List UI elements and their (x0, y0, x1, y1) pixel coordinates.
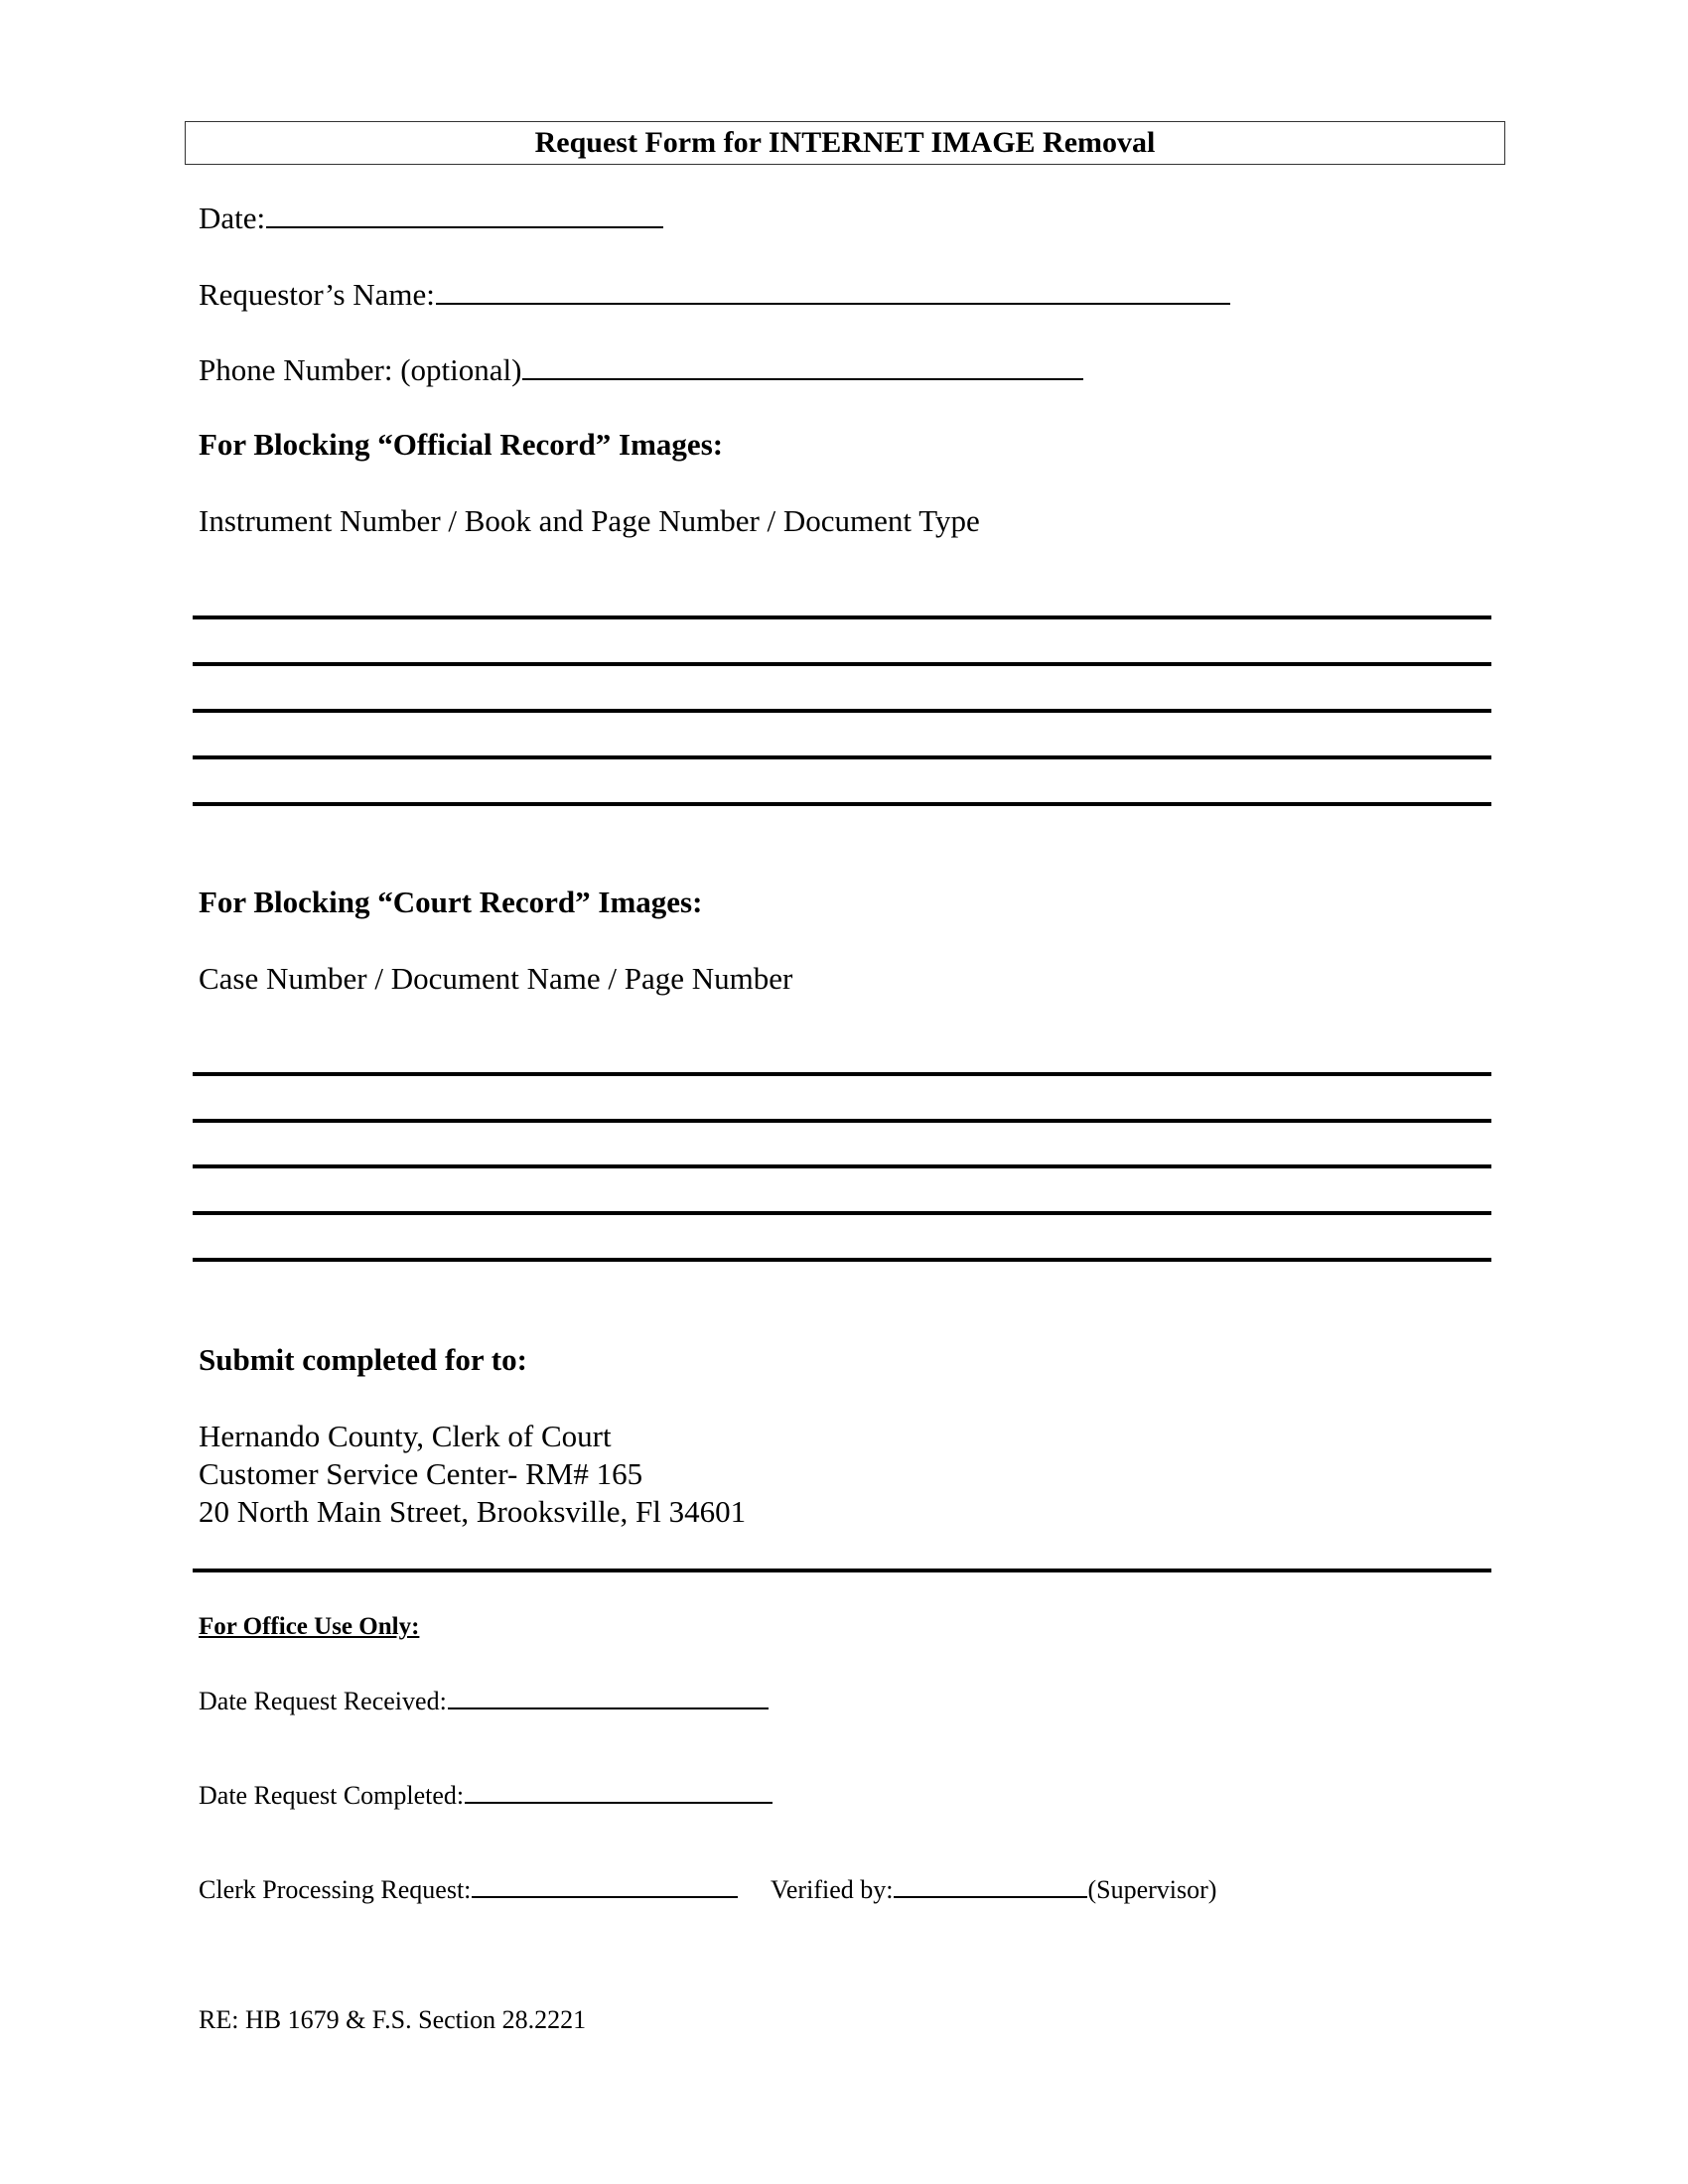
phone-number-input-line[interactable] (522, 350, 1083, 380)
phone-number-label: Phone Number: (optional) (199, 352, 522, 387)
requestor-name-input-line[interactable] (436, 275, 1230, 305)
date-label: Date: (199, 201, 266, 235)
clerk-processing-input-line[interactable] (472, 1872, 738, 1898)
date-completed-input-line[interactable] (465, 1778, 773, 1804)
official-record-instructions: Instrument Number / Book and Page Number / Document Type (199, 503, 980, 538)
official-record-entry-line[interactable] (193, 662, 1491, 666)
section-divider (193, 1569, 1491, 1572)
statute-reference: RE: HB 1679 & F.S. Section 28.2221 (199, 2005, 587, 2034)
court-record-entry-line[interactable] (193, 1072, 1491, 1076)
court-record-entry-line[interactable] (193, 1258, 1491, 1262)
official-record-heading: For Blocking “Official Record” Images: (199, 427, 724, 462)
date-input-line[interactable] (266, 199, 663, 228)
official-record-entry-line[interactable] (193, 615, 1491, 619)
clerk-processing-field (199, 1872, 738, 1905)
date-completed-label: Date Request Completed: (199, 1781, 465, 1810)
court-record-heading: For Blocking “Court Record” Images: (199, 885, 703, 919)
date-field (199, 199, 663, 236)
submit-address (199, 1418, 746, 1531)
verified-by-input-line[interactable] (894, 1872, 1087, 1898)
address-line: Hernando County, Clerk of Court (199, 1419, 612, 1453)
address-line: Customer Service Center- RM# 165 (199, 1456, 643, 1491)
court-record-entry-line[interactable] (193, 1211, 1491, 1215)
supervisor-suffix: (Supervisor) (1087, 1875, 1217, 1904)
address-line: 20 North Main Street, Brooksville, Fl 34601 (199, 1494, 747, 1529)
court-record-instructions: Case Number / Document Name / Page Number (199, 961, 793, 996)
official-record-entry-line[interactable] (193, 802, 1491, 806)
date-received-label: Date Request Received: (199, 1687, 447, 1715)
office-use-heading: For Office Use Only: (199, 1613, 420, 1640)
phone-number-field (199, 350, 1083, 388)
court-record-entry-line[interactable] (193, 1164, 1491, 1168)
requestor-name-label: Requestor’s Name: (199, 277, 435, 312)
verified-by-field (771, 1872, 1216, 1905)
requestor-name-field (199, 275, 1230, 313)
date-received-input-line[interactable] (448, 1684, 769, 1709)
official-record-entry-line[interactable] (193, 709, 1491, 713)
date-received-field (199, 1684, 769, 1716)
date-completed-field (199, 1778, 773, 1811)
form-title: Request Form for INTERNET IMAGE Removal (185, 121, 1505, 165)
clerk-processing-label: Clerk Processing Request: (199, 1875, 472, 1904)
court-record-entry-line[interactable] (193, 1119, 1491, 1123)
verified-by-label: Verified by: (771, 1875, 894, 1904)
submit-heading: Submit completed for to: (199, 1342, 527, 1377)
official-record-entry-line[interactable] (193, 755, 1491, 759)
